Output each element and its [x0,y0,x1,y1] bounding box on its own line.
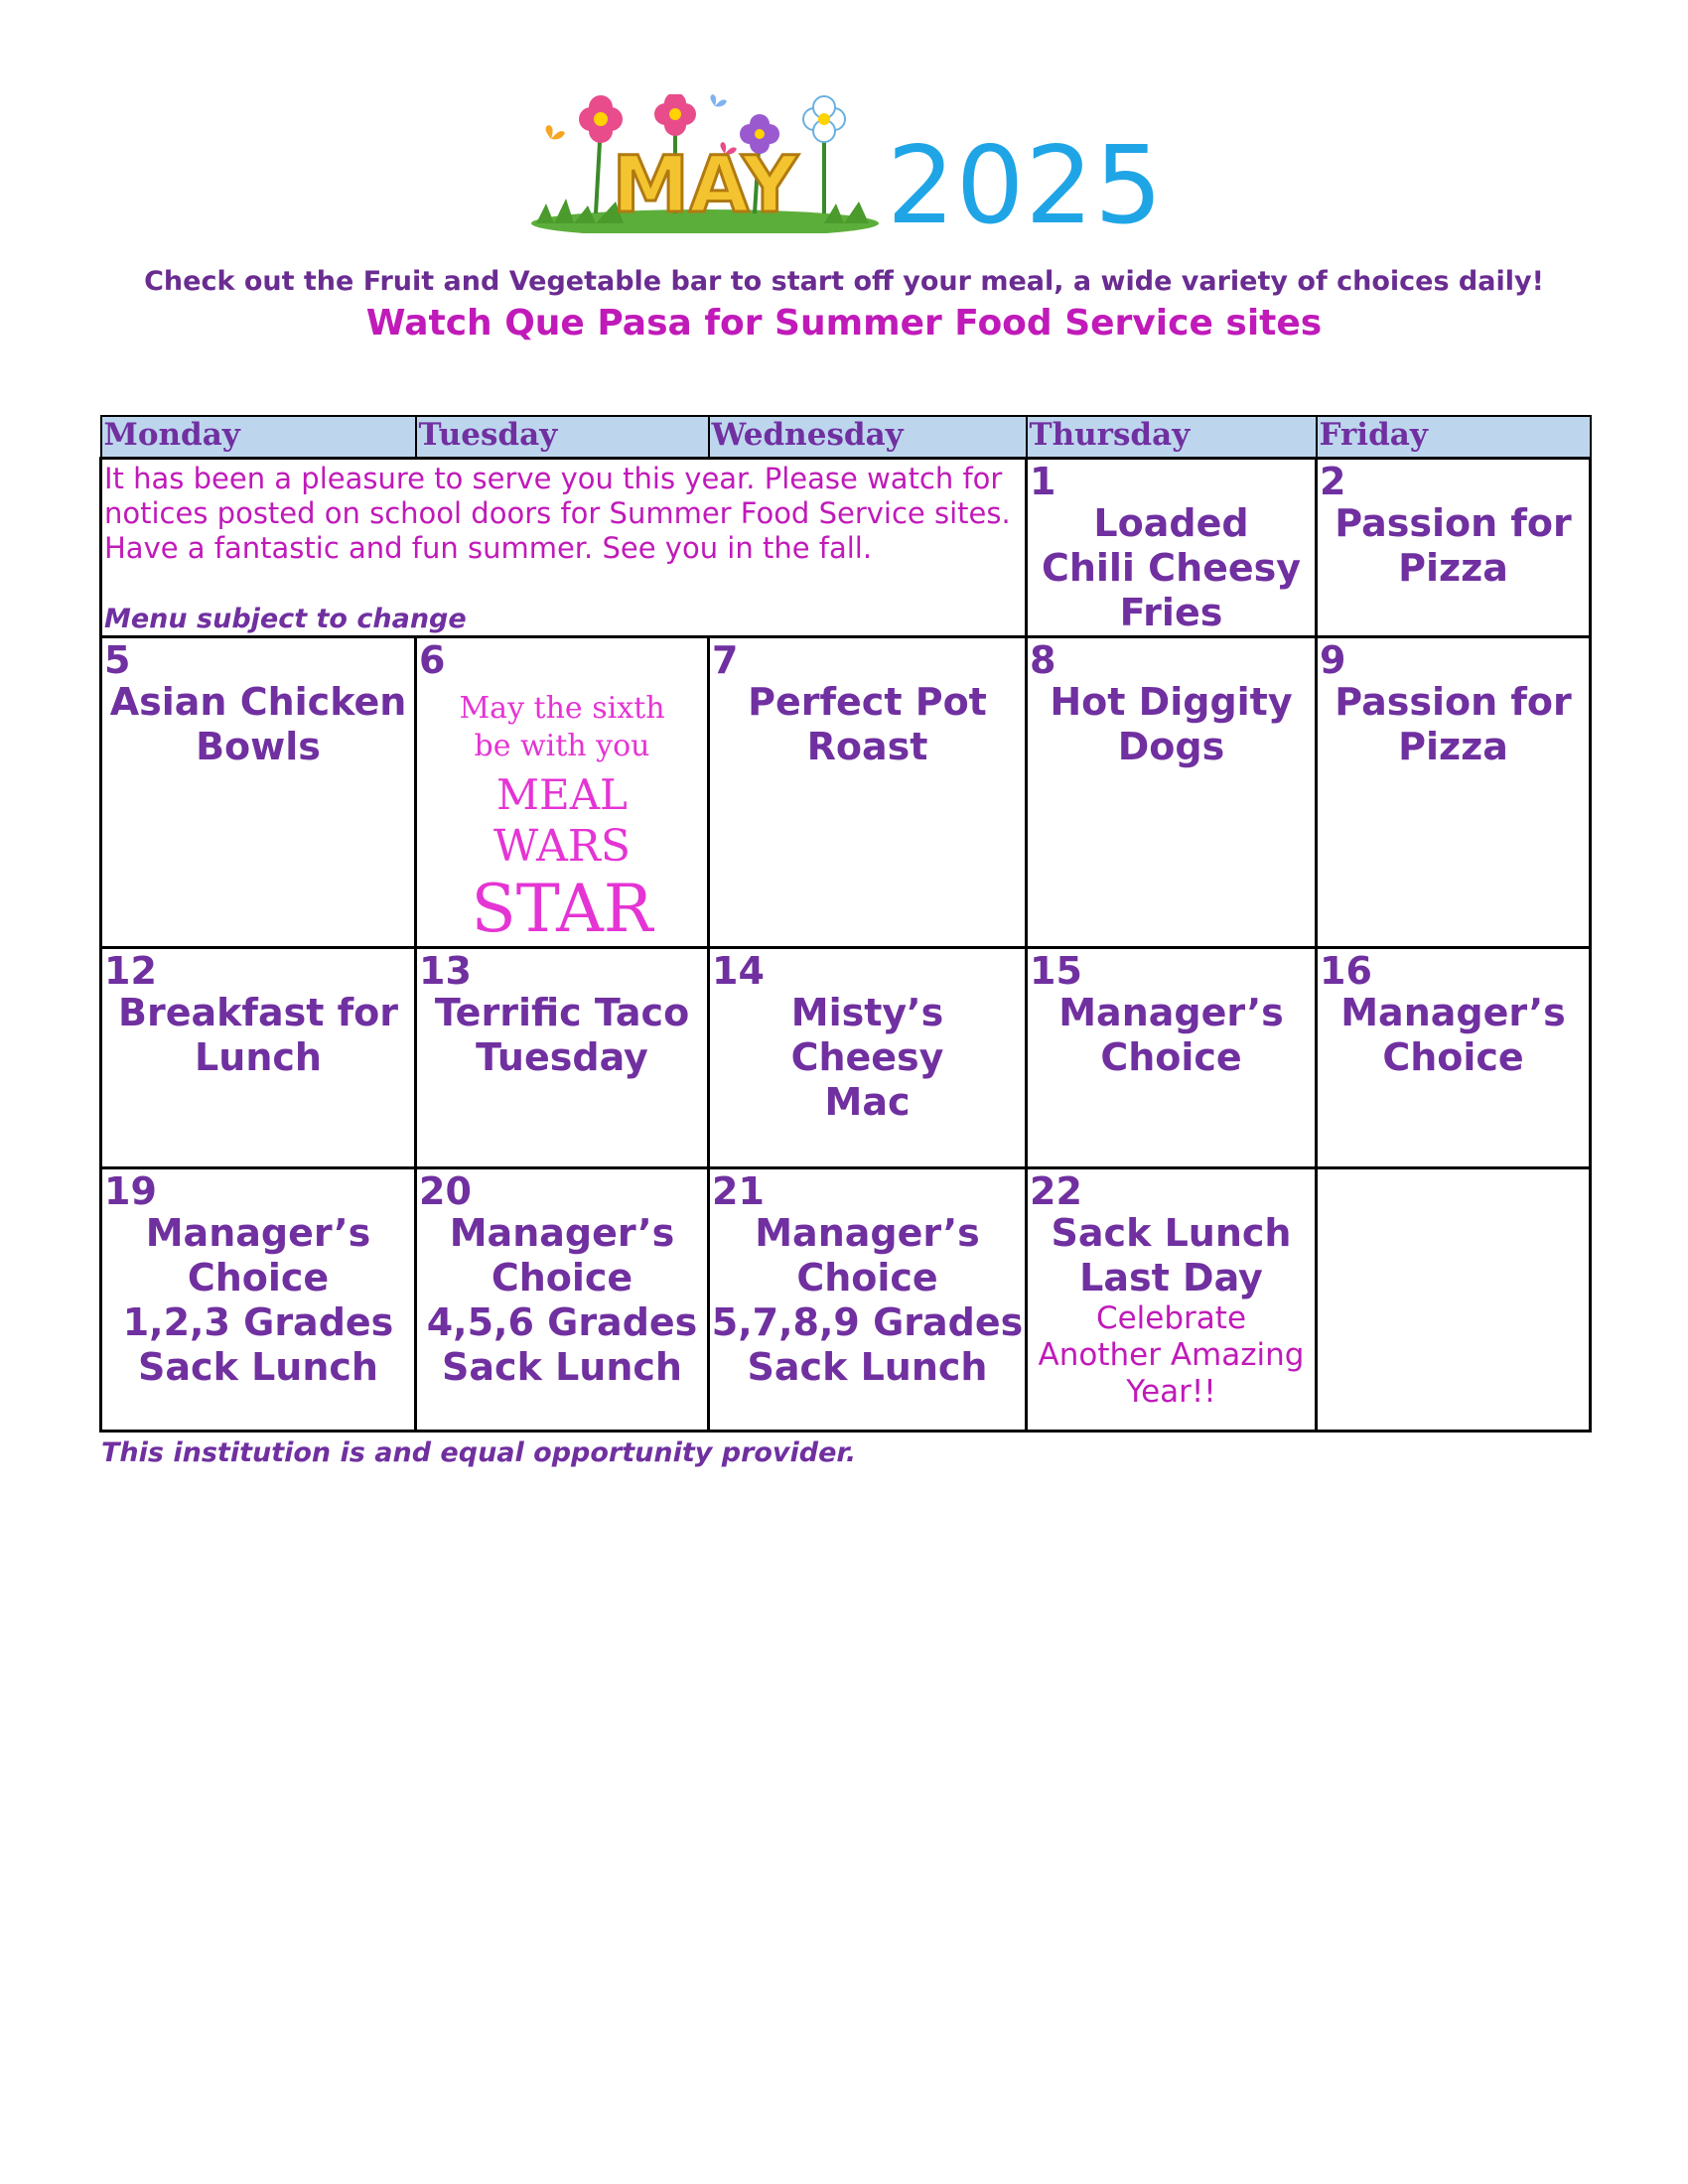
day-cell-15 [1027,948,1317,1168]
day-cell-21 [709,1168,1027,1432]
summer-food-note: Watch Que Pasa for Summer Food Service sites [365,303,1323,343]
menu-subject-note: Menu subject to change [104,604,467,634]
day-number: 16 [1320,949,1372,993]
week-row-2 [101,637,1591,948]
week-row-4 [101,1168,1591,1432]
promo-line: MEAL [496,770,628,819]
day-cell-14 [709,948,1027,1168]
meal-name: Manager’s Choice [1340,991,1566,1079]
promo-line: WARS [492,821,632,872]
meal-name: Breakfast for Lunch [118,991,398,1079]
day-cell-7 [709,637,1027,948]
farewell-message: It has been a pleasure to serve you this year. Please watch for notices posted on school doors for Summer Food Service sites. Have a fantastic and fun summer. See you in the fall. [104,462,1011,565]
week-row-1 [101,459,1591,637]
meal-name: Manager’s Choice [1058,991,1284,1079]
weekday-monday: Monday [101,416,416,459]
meal-name: Passion for Pizza [1335,501,1572,590]
day-number: 13 [419,949,472,993]
day-number: 1 [1030,460,1056,503]
day-number: 14 [712,949,765,993]
day-cell-8 [1027,637,1317,948]
may-flowers-logo [526,94,884,233]
day-cell-9 [1317,637,1591,948]
fruit-veg-bar-note: Check out the Fruit and Vegetable bar to start off your meal, a wide variety of choices daily! [144,266,1544,297]
day-cell-16 [1317,948,1591,1168]
weekday-wednesday: Wednesday [709,416,1027,459]
empty-cell [1317,1168,1591,1432]
menu-calendar [99,415,1592,1433]
day-number: 20 [419,1169,472,1213]
promo-line: STAR [471,871,653,947]
day-cell-5 [101,637,416,948]
meal-name: Sack Lunch Last Day [1051,1211,1292,1299]
week-row-3 [101,948,1591,1168]
day-cell-20 [416,1168,709,1432]
meal-wars-star-promo [417,690,707,946]
meal-name: Loaded Chili Cheesy Fries [1041,501,1302,634]
day-number: 21 [712,1169,765,1213]
page-header [0,94,1688,253]
day-number: 8 [1030,638,1056,682]
weekday-header-row [101,416,1591,459]
svg-text:MAY: MAY [612,141,798,230]
day-cell-12 [101,948,416,1168]
day-number: 19 [104,1169,157,1213]
day-cell-19 [101,1168,416,1432]
day-cell-6 [416,637,709,948]
day-number: 15 [1030,949,1082,993]
day-number: 2 [1320,460,1346,503]
equal-opportunity-statement: This institution is and equal opportunity provider. [101,1437,857,1468]
meal-name: Asian Chicken Bowls [109,680,407,768]
day-number: 22 [1030,1169,1082,1213]
meal-name: Hot Diggity Dogs [1050,680,1293,768]
day-number: 6 [419,638,446,682]
day-number: 7 [712,638,739,682]
day-cell-1 [1027,459,1317,637]
celebrate-note: Celebrate Another Amazing Year!! [1038,1300,1305,1410]
meal-name: Terrific Taco Tuesday [434,991,690,1079]
day-cell-13 [416,948,709,1168]
year-title: 2025 [887,124,1164,248]
intro-cell [101,459,1027,637]
meal-name: Passion for Pizza [1335,680,1572,768]
day-number: 5 [104,638,131,682]
day-number: 9 [1320,638,1346,682]
promo-line: be with you [474,729,650,763]
day-cell-2 [1317,459,1591,637]
promo-line: May the sixth [459,691,665,726]
weekday-tuesday: Tuesday [416,416,709,459]
weekday-thursday: Thursday [1027,416,1317,459]
meal-name: Manager’s Choice 4,5,6 Grades Sack Lunch [426,1211,698,1389]
meal-name: Perfect Pot Roast [748,680,987,768]
meal-name: Misty’s Cheesy Mac [790,991,944,1124]
meal-name: Manager’s Choice 1,2,3 Grades Sack Lunch [122,1211,394,1389]
day-cell-22 [1027,1168,1317,1432]
day-number: 12 [104,949,157,993]
weekday-friday: Friday [1317,416,1591,459]
meal-name: Manager’s Choice 5,7,8,9 Grades Sack Lunch [711,1211,1024,1389]
